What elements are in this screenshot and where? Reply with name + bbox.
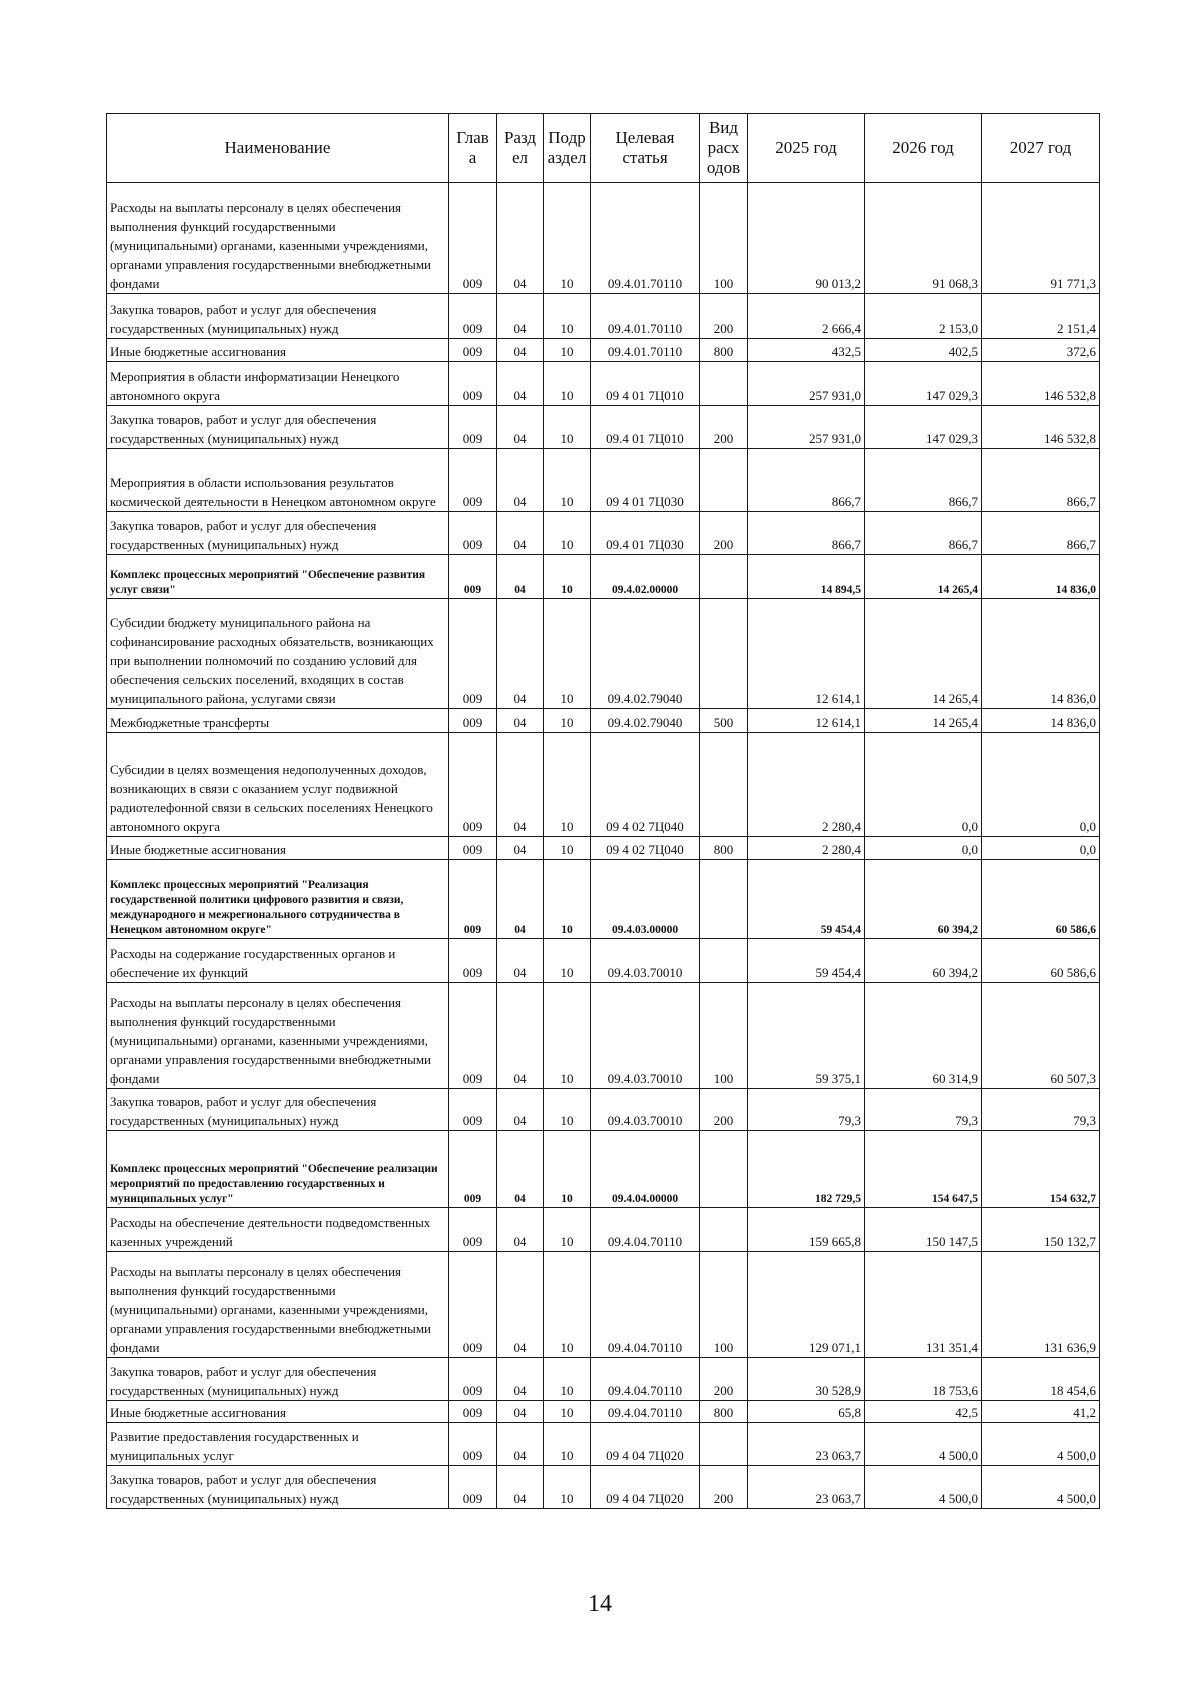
cell-podrazdel: 10 (544, 860, 591, 939)
cell-glava: 009 (449, 294, 497, 339)
cell-year-2026: 42,5 (865, 1401, 982, 1423)
cell-target-article: 09.4.04.00000 (591, 1131, 700, 1208)
cell-podrazdel: 10 (544, 939, 591, 983)
cell-podrazdel: 10 (544, 1252, 591, 1358)
cell-year-2025: 23 063,7 (748, 1466, 865, 1509)
cell-year-2027: 146 532,8 (982, 406, 1100, 449)
header-glava: Глав а (449, 114, 497, 183)
budget-table (106, 113, 1100, 1509)
cell-glava: 009 (449, 983, 497, 1089)
table-row (107, 599, 1100, 709)
cell-podrazdel: 10 (544, 339, 591, 362)
cell-year-2026: 866,7 (865, 512, 982, 555)
cell-name: Комплекс процессных мероприятий "Реализация государственной политики цифрового развития и связи, международного и межрегионального сотрудничества в Ненецком автономном округе" (107, 860, 449, 939)
cell-podrazdel: 10 (544, 1466, 591, 1509)
cell-podrazdel: 10 (544, 1089, 591, 1131)
cell-razdel: 04 (497, 837, 544, 860)
cell-podrazdel: 10 (544, 555, 591, 599)
cell-expense-type: 200 (700, 1089, 748, 1131)
cell-name: Расходы на выплаты персоналу в целях обеспечения выполнения функций государственными (муниципальными) органами, казенными учреждениями, органами управления государственными внебюджетными фондами (107, 983, 449, 1089)
cell-year-2027: 79,3 (982, 1089, 1100, 1131)
table-row (107, 512, 1100, 555)
cell-razdel: 04 (497, 1131, 544, 1208)
cell-name: Закупка товаров, работ и услуг для обеспечения государственных (муниципальных) нужд (107, 406, 449, 449)
cell-year-2026: 147 029,3 (865, 362, 982, 406)
cell-razdel: 04 (497, 1401, 544, 1423)
cell-target-article: 09.4.03.70010 (591, 1089, 700, 1131)
cell-name: Расходы на обеспечение деятельности подведомственных казенных учреждений (107, 1208, 449, 1252)
table-row (107, 733, 1100, 837)
cell-target-article: 09 4 04 7Ц020 (591, 1423, 700, 1466)
cell-expense-type: 800 (700, 1401, 748, 1423)
cell-name: Иные бюджетные ассигнования (107, 1401, 449, 1423)
cell-name: Закупка товаров, работ и услуг для обеспечения государственных (муниципальных) нужд (107, 294, 449, 339)
cell-razdel: 04 (497, 860, 544, 939)
cell-target-article: 09.4 01 7Ц030 (591, 512, 700, 555)
cell-name: Расходы на выплаты персоналу в целях обеспечения выполнения функций государственными (муниципальными) органами, казенными учреждениями, органами управления государственными внебюджетными фондами (107, 1252, 449, 1358)
cell-podrazdel: 10 (544, 512, 591, 555)
header-podrazdel: Подр аздел (544, 114, 591, 183)
cell-year-2026: 154 647,5 (865, 1131, 982, 1208)
cell-target-article: 09.4.04.70110 (591, 1358, 700, 1401)
table-row (107, 709, 1100, 733)
cell-year-2025: 90 013,2 (748, 183, 865, 294)
cell-podrazdel: 10 (544, 1208, 591, 1252)
cell-name: Субсидии бюджету муниципального района на софинансирование расходных обязательств, возникающих при выполнении полномочий по созданию условий для обеспечения сельских поселений, входящих в состав муниципального района, услугами связи (107, 599, 449, 709)
cell-year-2025: 59 375,1 (748, 983, 865, 1089)
table-body (107, 183, 1100, 1509)
cell-year-2026: 866,7 (865, 449, 982, 512)
cell-name: Закупка товаров, работ и услуг для обеспечения государственных (муниципальных) нужд (107, 1358, 449, 1401)
cell-year-2027: 14 836,0 (982, 709, 1100, 733)
table-row (107, 1089, 1100, 1131)
cell-target-article: 09.4.02.79040 (591, 709, 700, 733)
cell-year-2025: 2 666,4 (748, 294, 865, 339)
cell-year-2025: 182 729,5 (748, 1131, 865, 1208)
cell-name: Субсидии в целях возмещения недополученных доходов, возникающих в связи с оказанием услуг подвижной радиотелефонной связи в сельских поселениях Ненецкого автономного округа (107, 733, 449, 837)
cell-year-2026: 14 265,4 (865, 555, 982, 599)
cell-target-article: 09 4 02 7Ц040 (591, 733, 700, 837)
table-row (107, 183, 1100, 294)
cell-razdel: 04 (497, 599, 544, 709)
cell-razdel: 04 (497, 449, 544, 512)
cell-target-article: 09.4.03.70010 (591, 983, 700, 1089)
cell-year-2026: 402,5 (865, 339, 982, 362)
cell-expense-type (700, 939, 748, 983)
cell-expense-type (700, 1208, 748, 1252)
cell-expense-type (700, 860, 748, 939)
cell-year-2027: 2 151,4 (982, 294, 1100, 339)
cell-year-2025: 257 931,0 (748, 362, 865, 406)
cell-razdel: 04 (497, 1466, 544, 1509)
cell-year-2027: 866,7 (982, 512, 1100, 555)
cell-target-article: 09.4 01 7Ц010 (591, 406, 700, 449)
cell-year-2025: 59 454,4 (748, 939, 865, 983)
cell-target-article: 09 4 04 7Ц020 (591, 1466, 700, 1509)
cell-podrazdel: 10 (544, 294, 591, 339)
cell-glava: 009 (449, 183, 497, 294)
cell-year-2027: 18 454,6 (982, 1358, 1100, 1401)
cell-podrazdel: 10 (544, 1358, 591, 1401)
cell-expense-type (700, 362, 748, 406)
cell-razdel: 04 (497, 709, 544, 733)
cell-year-2027: 14 836,0 (982, 599, 1100, 709)
cell-year-2027: 60 507,3 (982, 983, 1100, 1089)
cell-year-2025: 432,5 (748, 339, 865, 362)
cell-year-2025: 30 528,9 (748, 1358, 865, 1401)
cell-year-2027: 150 132,7 (982, 1208, 1100, 1252)
cell-year-2027: 0,0 (982, 733, 1100, 837)
cell-year-2026: 150 147,5 (865, 1208, 982, 1252)
cell-razdel: 04 (497, 555, 544, 599)
cell-podrazdel: 10 (544, 837, 591, 860)
cell-year-2026: 131 351,4 (865, 1252, 982, 1358)
cell-name: Развитие предоставления государственных и муниципальных услуг (107, 1423, 449, 1466)
cell-expense-type: 800 (700, 837, 748, 860)
cell-expense-type: 200 (700, 406, 748, 449)
cell-glava: 009 (449, 406, 497, 449)
cell-glava: 009 (449, 709, 497, 733)
cell-target-article: 09.4.01.70110 (591, 183, 700, 294)
cell-year-2026: 60 394,2 (865, 860, 982, 939)
cell-year-2025: 79,3 (748, 1089, 865, 1131)
table-row (107, 555, 1100, 599)
cell-razdel: 04 (497, 1358, 544, 1401)
cell-target-article: 09 4 01 7Ц010 (591, 362, 700, 406)
cell-glava: 009 (449, 1089, 497, 1131)
cell-glava: 009 (449, 362, 497, 406)
cell-expense-type (700, 599, 748, 709)
cell-name: Комплекс процессных мероприятий "Обеспечение развития услуг связи" (107, 555, 449, 599)
cell-razdel: 04 (497, 339, 544, 362)
cell-expense-type: 800 (700, 339, 748, 362)
cell-year-2026: 79,3 (865, 1089, 982, 1131)
cell-razdel: 04 (497, 939, 544, 983)
cell-year-2027: 146 532,8 (982, 362, 1100, 406)
cell-name: Закупка товаров, работ и услуг для обеспечения государственных (муниципальных) нужд (107, 512, 449, 555)
cell-podrazdel: 10 (544, 183, 591, 294)
table-row (107, 1423, 1100, 1466)
cell-year-2026: 147 029,3 (865, 406, 982, 449)
cell-name: Иные бюджетные ассигнования (107, 339, 449, 362)
cell-target-article: 09.4.03.70010 (591, 939, 700, 983)
cell-expense-type: 500 (700, 709, 748, 733)
table-row (107, 837, 1100, 860)
cell-target-article: 09.4.02.00000 (591, 555, 700, 599)
cell-podrazdel: 10 (544, 709, 591, 733)
cell-target-article: 09.4.01.70110 (591, 339, 700, 362)
cell-year-2025: 23 063,7 (748, 1423, 865, 1466)
cell-glava: 009 (449, 1466, 497, 1509)
cell-target-article: 09.4.04.70110 (591, 1401, 700, 1423)
cell-glava: 009 (449, 1358, 497, 1401)
cell-podrazdel: 10 (544, 362, 591, 406)
header-year-2026: 2026 год (865, 114, 982, 183)
cell-year-2027: 4 500,0 (982, 1423, 1100, 1466)
cell-expense-type (700, 733, 748, 837)
table-row (107, 1208, 1100, 1252)
cell-year-2027: 91 771,3 (982, 183, 1100, 294)
cell-expense-type (700, 1423, 748, 1466)
cell-expense-type: 200 (700, 1466, 748, 1509)
cell-glava: 009 (449, 733, 497, 837)
cell-razdel: 04 (497, 294, 544, 339)
cell-year-2027: 60 586,6 (982, 939, 1100, 983)
table-row (107, 294, 1100, 339)
cell-year-2026: 2 153,0 (865, 294, 982, 339)
table-row (107, 939, 1100, 983)
cell-year-2025: 65,8 (748, 1401, 865, 1423)
cell-glava: 009 (449, 449, 497, 512)
cell-expense-type: 100 (700, 183, 748, 294)
table-row (107, 362, 1100, 406)
header-target-article: Целевая статья (591, 114, 700, 183)
cell-razdel: 04 (497, 1208, 544, 1252)
cell-target-article: 09.4.03.00000 (591, 860, 700, 939)
cell-year-2027: 60 586,6 (982, 860, 1100, 939)
cell-glava: 009 (449, 1208, 497, 1252)
cell-name: Закупка товаров, работ и услуг для обеспечения государственных (муниципальных) нужд (107, 1466, 449, 1509)
cell-year-2025: 14 894,5 (748, 555, 865, 599)
cell-year-2027: 866,7 (982, 449, 1100, 512)
cell-name: Межбюджетные трансферты (107, 709, 449, 733)
header-razdel: Разд ел (497, 114, 544, 183)
cell-podrazdel: 10 (544, 449, 591, 512)
cell-razdel: 04 (497, 183, 544, 294)
table-header-row (107, 114, 1100, 183)
cell-name: Комплекс процессных мероприятий "Обеспечение реализации мероприятий по предоставлению государственных и муниципальных услуг" (107, 1131, 449, 1208)
cell-name: Расходы на выплаты персоналу в целях обеспечения выполнения функций государственными (муниципальными) органами, казенными учреждениями, органами управления государственными внебюджетными фондами (107, 183, 449, 294)
cell-year-2025: 2 280,4 (748, 837, 865, 860)
cell-razdel: 04 (497, 983, 544, 1089)
header-year-2025: 2025 год (748, 114, 865, 183)
table-row (107, 1252, 1100, 1358)
cell-glava: 009 (449, 1401, 497, 1423)
cell-year-2025: 12 614,1 (748, 709, 865, 733)
cell-year-2026: 14 265,4 (865, 709, 982, 733)
cell-razdel: 04 (497, 1089, 544, 1131)
cell-year-2026: 60 394,2 (865, 939, 982, 983)
cell-year-2027: 131 636,9 (982, 1252, 1100, 1358)
cell-expense-type: 100 (700, 983, 748, 1089)
cell-podrazdel: 10 (544, 406, 591, 449)
cell-target-article: 09.4.01.70110 (591, 294, 700, 339)
cell-podrazdel: 10 (544, 733, 591, 837)
cell-year-2025: 866,7 (748, 512, 865, 555)
cell-glava: 009 (449, 860, 497, 939)
cell-name: Мероприятия в области информатизации Ненецкого автономного округа (107, 362, 449, 406)
cell-name: Мероприятия в области использования результатов космической деятельности в Ненецком автономном округе (107, 449, 449, 512)
table-row (107, 449, 1100, 512)
cell-podrazdel: 10 (544, 599, 591, 709)
cell-glava: 009 (449, 339, 497, 362)
cell-year-2026: 60 314,9 (865, 983, 982, 1089)
cell-year-2026: 0,0 (865, 837, 982, 860)
cell-name: Расходы на содержание государственных органов и обеспечение их функций (107, 939, 449, 983)
cell-glava: 009 (449, 555, 497, 599)
cell-target-article: 09.4.02.79040 (591, 599, 700, 709)
cell-expense-type: 100 (700, 1252, 748, 1358)
cell-year-2025: 866,7 (748, 449, 865, 512)
cell-razdel: 04 (497, 406, 544, 449)
table-row (107, 406, 1100, 449)
cell-expense-type: 200 (700, 1358, 748, 1401)
cell-year-2026: 0,0 (865, 733, 982, 837)
cell-glava: 009 (449, 837, 497, 860)
cell-expense-type (700, 555, 748, 599)
cell-podrazdel: 10 (544, 1423, 591, 1466)
cell-glava: 009 (449, 599, 497, 709)
cell-name: Иные бюджетные ассигнования (107, 837, 449, 860)
cell-expense-type (700, 449, 748, 512)
header-expense-type: Вид расх одов (700, 114, 748, 183)
header-year-2027: 2027 год (982, 114, 1100, 183)
cell-razdel: 04 (497, 512, 544, 555)
cell-year-2025: 159 665,8 (748, 1208, 865, 1252)
table-row (107, 983, 1100, 1089)
table-row (107, 1401, 1100, 1423)
cell-year-2026: 4 500,0 (865, 1466, 982, 1509)
cell-expense-type: 200 (700, 294, 748, 339)
cell-podrazdel: 10 (544, 1131, 591, 1208)
cell-year-2027: 14 836,0 (982, 555, 1100, 599)
cell-year-2025: 2 280,4 (748, 733, 865, 837)
cell-podrazdel: 10 (544, 983, 591, 1089)
table-row (107, 1466, 1100, 1509)
cell-target-article: 09 4 02 7Ц040 (591, 837, 700, 860)
cell-target-article: 09.4.04.70110 (591, 1208, 700, 1252)
cell-year-2027: 372,6 (982, 339, 1100, 362)
cell-expense-type (700, 1131, 748, 1208)
cell-year-2026: 18 753,6 (865, 1358, 982, 1401)
cell-year-2025: 257 931,0 (748, 406, 865, 449)
cell-razdel: 04 (497, 362, 544, 406)
cell-year-2027: 154 632,7 (982, 1131, 1100, 1208)
cell-razdel: 04 (497, 1252, 544, 1358)
cell-razdel: 04 (497, 1423, 544, 1466)
cell-year-2025: 12 614,1 (748, 599, 865, 709)
cell-glava: 009 (449, 1131, 497, 1208)
cell-glava: 009 (449, 512, 497, 555)
cell-glava: 009 (449, 939, 497, 983)
cell-glava: 009 (449, 1252, 497, 1358)
cell-podrazdel: 10 (544, 1401, 591, 1423)
cell-target-article: 09.4.04.70110 (591, 1252, 700, 1358)
table-row (107, 1131, 1100, 1208)
cell-name: Закупка товаров, работ и услуг для обеспечения государственных (муниципальных) нужд (107, 1089, 449, 1131)
page-number: 14 (588, 1591, 612, 1617)
header-name: Наименование (107, 114, 449, 183)
cell-razdel: 04 (497, 733, 544, 837)
cell-year-2027: 41,2 (982, 1401, 1100, 1423)
table-row (107, 860, 1100, 939)
cell-target-article: 09 4 01 7Ц030 (591, 449, 700, 512)
cell-expense-type: 200 (700, 512, 748, 555)
table-row (107, 1358, 1100, 1401)
cell-year-2026: 4 500,0 (865, 1423, 982, 1466)
cell-year-2026: 91 068,3 (865, 183, 982, 294)
cell-year-2027: 0,0 (982, 837, 1100, 860)
cell-year-2026: 14 265,4 (865, 599, 982, 709)
cell-year-2025: 129 071,1 (748, 1252, 865, 1358)
cell-glava: 009 (449, 1423, 497, 1466)
cell-year-2025: 59 454,4 (748, 860, 865, 939)
cell-year-2027: 4 500,0 (982, 1466, 1100, 1509)
table-row (107, 339, 1100, 362)
